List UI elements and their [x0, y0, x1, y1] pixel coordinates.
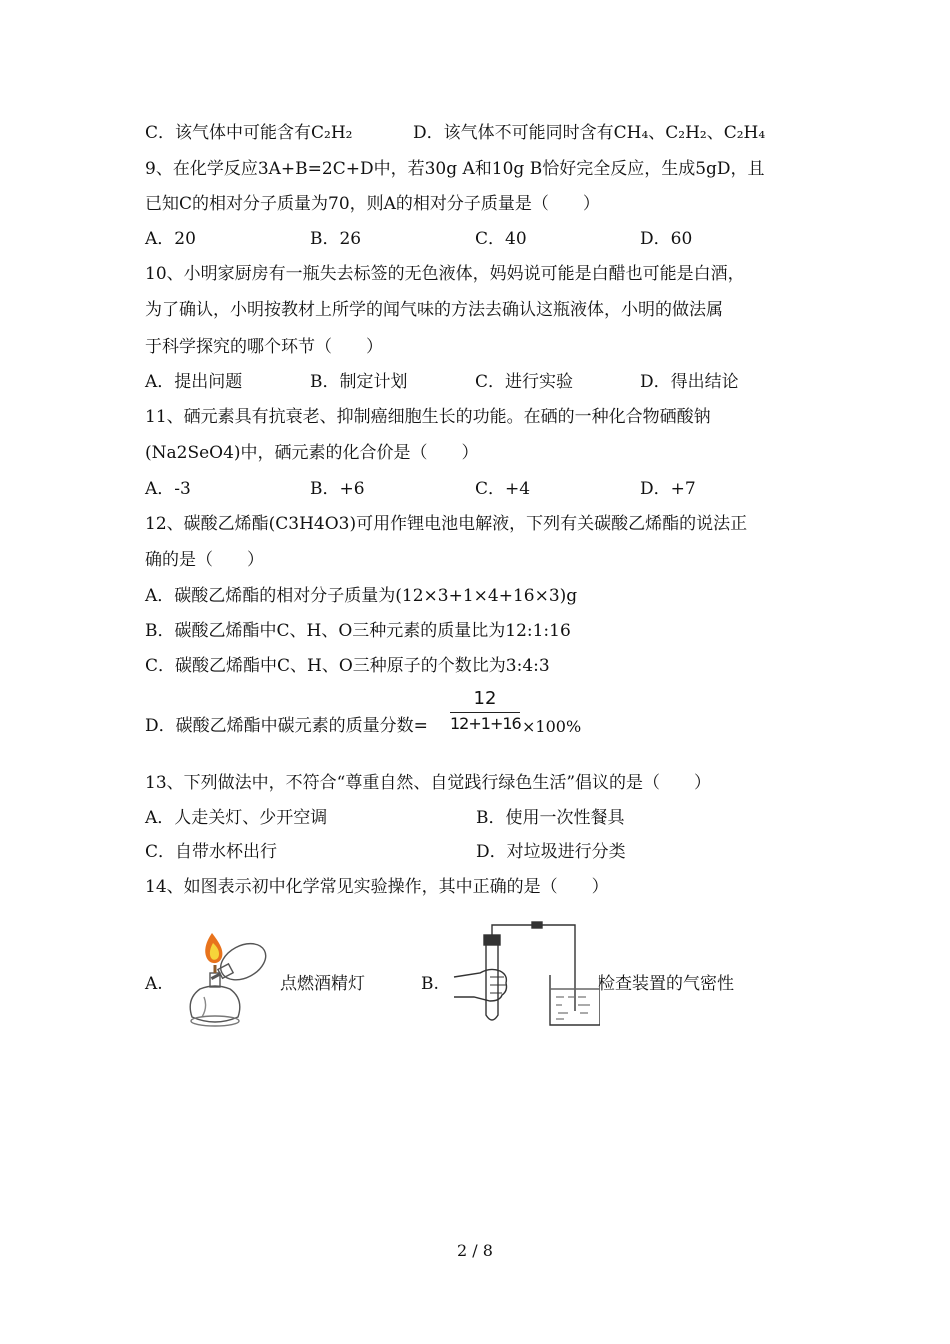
- q9-option-d: D．60: [640, 229, 693, 249]
- q10-option-b: B．制定计划: [310, 372, 408, 392]
- q14-option-a-caption: 点燃酒精灯: [280, 974, 365, 994]
- q10-text-line1: 10、小明家厨房有一瓶失去标签的无色液体，妈妈说可能是白醋也可能是白酒，: [145, 264, 745, 284]
- q10-option-c: C．进行实验: [475, 372, 574, 392]
- q9-text-line2: 已知C的相对分子质量为70，则A的相对分子质量是（ ）: [145, 194, 600, 214]
- q11-option-a: A．-3: [145, 479, 191, 499]
- fraction-bar: [450, 712, 520, 713]
- q11-option-d: D．+7: [640, 479, 696, 499]
- q12-option-d-suffix: ×100%: [522, 717, 582, 736]
- q11-text-line1: 11、硒元素具有抗衰老、抑制癌细胞生长的功能。在硒的一种化合物硒酸钠: [145, 407, 711, 427]
- q12-option-a: A．碳酸乙烯酯的相对分子质量为(12×3+1×4+16×3)g: [145, 586, 578, 606]
- q8-option-d: D．该气体不可能同时含有CH₄、C₂H₂、C₂H₄: [413, 123, 766, 143]
- page-number: 2 / 8: [457, 1241, 493, 1260]
- fraction-denominator: 12+1+16: [450, 714, 521, 733]
- delivery-tube: [492, 925, 575, 1011]
- alcohol-lamp-icon: [172, 925, 277, 1033]
- q14-option-b-caption: 检查装置的气密性: [598, 974, 734, 994]
- lower-lamp-wick-inside: [202, 997, 206, 1017]
- rubber-stopper: [484, 935, 500, 945]
- q9-option-c: C．40: [475, 229, 527, 249]
- q13-option-d: D．对垃圾进行分类: [476, 842, 626, 862]
- q12-option-b: B．碳酸乙烯酯中C、H、O三种元素的质量比为12:1:16: [145, 621, 571, 641]
- q9-text-line1: 9、在化学反应3A+B=2C+D中，若30g A和10g B恰好完全反应，生成5gD，且: [145, 159, 765, 179]
- lower-lamp-base: [191, 1016, 239, 1026]
- q11-text-line2: (Na2SeO4)中，硒元素的化合价是（ ）: [145, 443, 479, 463]
- q12-option-c: C．碳酸乙烯酯中C、H、O三种原子的个数比为3:4:3: [145, 656, 550, 676]
- tube-connector: [532, 922, 542, 928]
- q12-text-line2: 确的是（ ）: [145, 550, 264, 570]
- q13-text-line1: 13、下列做法中，不符合“尊重自然、自觉践行绿色生活”倡议的是（ ）: [145, 773, 712, 793]
- q8-option-c: C．该气体中可能含有C₂H₂: [145, 123, 353, 143]
- q13-option-a: A．人走关灯、少开空调: [145, 808, 328, 828]
- q14-text-line1: 14、如图表示初中化学常见实验操作，其中正确的是（ ）: [145, 877, 609, 897]
- q10-option-a: A．提出问题: [145, 372, 243, 392]
- q9-option-a: A．20: [145, 229, 196, 249]
- q13-option-c: C．自带水杯出行: [145, 842, 278, 862]
- q13-option-b: B．使用一次性餐具: [476, 808, 625, 828]
- upper-lamp-wick: [211, 974, 220, 979]
- q10-text-line3: 于科学探究的哪个环节（ ）: [145, 337, 383, 357]
- q11-option-b: B．+6: [310, 479, 365, 499]
- airtightness-apparatus-icon: [450, 915, 600, 1030]
- q14-option-a-label: A.: [145, 974, 163, 994]
- q14-option-b-label: B.: [421, 974, 439, 994]
- q12-text-line1: 12、碳酸乙烯酯(C3H4O3)可用作锂电池电解液，下列有关碳酸乙烯酯的说法正: [145, 514, 748, 534]
- upper-lamp-body: [214, 936, 271, 987]
- q10-text-line2: 为了确认，小明按教材上所学的闻气味的方法去确认这瓶液体，小明的做法属: [145, 300, 723, 320]
- q11-option-c: C．+4: [475, 479, 531, 499]
- mass-fraction: [450, 688, 520, 734]
- fraction-numerator: 12: [473, 688, 497, 709]
- q10-option-d: D．得出结论: [640, 372, 739, 392]
- q9-option-b: B．26: [310, 229, 362, 249]
- q12-option-d-prefix: D．碳酸乙烯酯中碳元素的质量分数=: [145, 716, 428, 736]
- test-tube: [486, 943, 498, 1020]
